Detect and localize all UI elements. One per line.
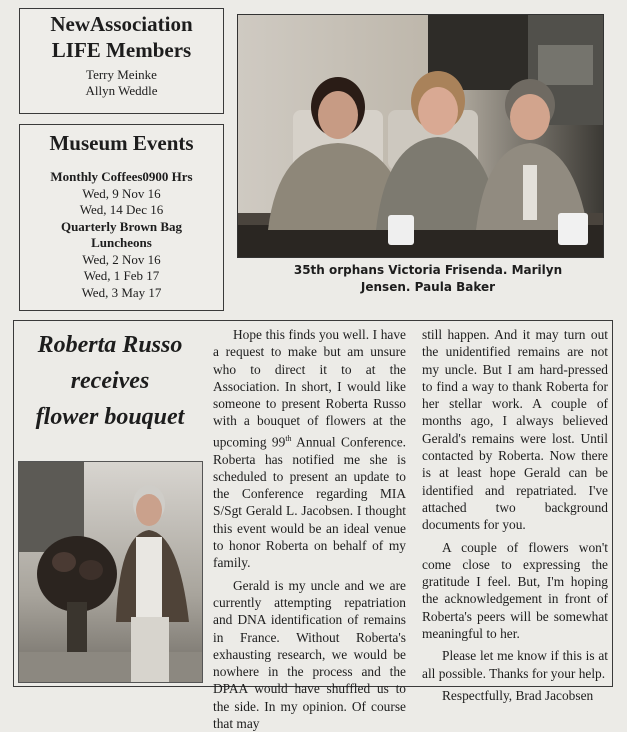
group-photo-image	[238, 15, 604, 258]
article-signoff: Respectfully, Brad Jacobsen	[442, 687, 594, 703]
article-paragraph: Gerald is my uncle and we are currently attempting repatriation and DNA identification of remains in France. Without Roberta's exhausting research, we would be nowhere in the process and the DPAA would have shuffled us to the side. In my opinion. Of course that may	[213, 577, 406, 731]
article-photo-image	[19, 462, 203, 683]
article-headline-line2: receives	[70, 368, 150, 394]
member-name: Terry Meinke	[86, 67, 157, 82]
group-photo	[237, 14, 604, 258]
article-photo	[18, 461, 203, 683]
life-members-box	[19, 8, 224, 114]
group-photo-caption-line1: 35th orphans Victoria Frisenda. Marilyn	[293, 263, 563, 277]
event-date: Wed, 3 May 17	[81, 284, 162, 300]
article-column-2	[422, 326, 608, 704]
life-members-title	[20, 11, 223, 63]
article-paragraph: Please let me know if this is at all possible. Thanks for your help.	[422, 648, 608, 681]
life-members-names	[20, 67, 223, 99]
event-date: Wed, 14 Dec 16	[79, 202, 164, 217]
museum-events-title: Museum Events	[49, 131, 194, 155]
event-date: Wed, 1 Feb 17	[83, 268, 160, 283]
group-photo-caption-line2: Jensen. Paula Baker	[360, 280, 496, 294]
museum-events-box	[19, 124, 224, 311]
article-paragraph	[213, 326, 406, 572]
member-name: Allyn Weddle	[85, 83, 158, 98]
article-headline	[20, 327, 200, 435]
paragraph-text: Annual Conference. Roberta has notified me she is scheduled to present an update to the Conference regarding MIA S/Sgt Gerald L. Jacobsen. I thought this event would be an ideal venue to honor Roberta on behalf of my family.	[213, 434, 407, 571]
article-column-1	[213, 326, 406, 732]
life-members-title-line1: NewAssociation	[50, 12, 193, 36]
article-headline-line1: Roberta Russo	[37, 332, 183, 358]
group-photo-caption	[288, 262, 568, 296]
museum-events-list	[20, 169, 223, 301]
article-paragraph: A couple of flowers won't come close to expressing the gratitude I feel. But, I'm hoping the acknowledgement in front of Roberta's peers will be somewhat meaningful to her.	[422, 539, 608, 642]
article-headline-line3: flower bouquet	[35, 404, 185, 430]
life-members-title-line2: LIFE Members	[51, 38, 192, 62]
luncheons-heading-line2: Luncheons	[91, 235, 152, 250]
event-date: Wed, 9 Nov 16	[82, 185, 161, 201]
paragraph-text: Hope this finds you well. I have a request to make but am unsure who to direct it to at the Association. In short, I would like someone to present Roberta Russo with a bouquet of flowers at the upcoming 99	[213, 327, 406, 450]
article-paragraph: still happen. And it may turn out the unidentified remains are not my uncle. But I am hard-pressed to find a way to thank Roberta for her stellar work. A couple of months ago, I always believed Gerald's remains were lost. Until contacted by Roberta. Now there is at least hope Gerald can be identified and repatriated. I've attached two background documents for you.	[422, 327, 608, 533]
event-date: Wed, 2 Nov 16	[82, 251, 161, 267]
coffees-heading: Monthly Coffees0900 Hrs	[50, 169, 193, 184]
ordinal-suffix: th	[285, 433, 292, 443]
luncheons-heading-line1: Quarterly Brown Bag	[60, 218, 183, 234]
